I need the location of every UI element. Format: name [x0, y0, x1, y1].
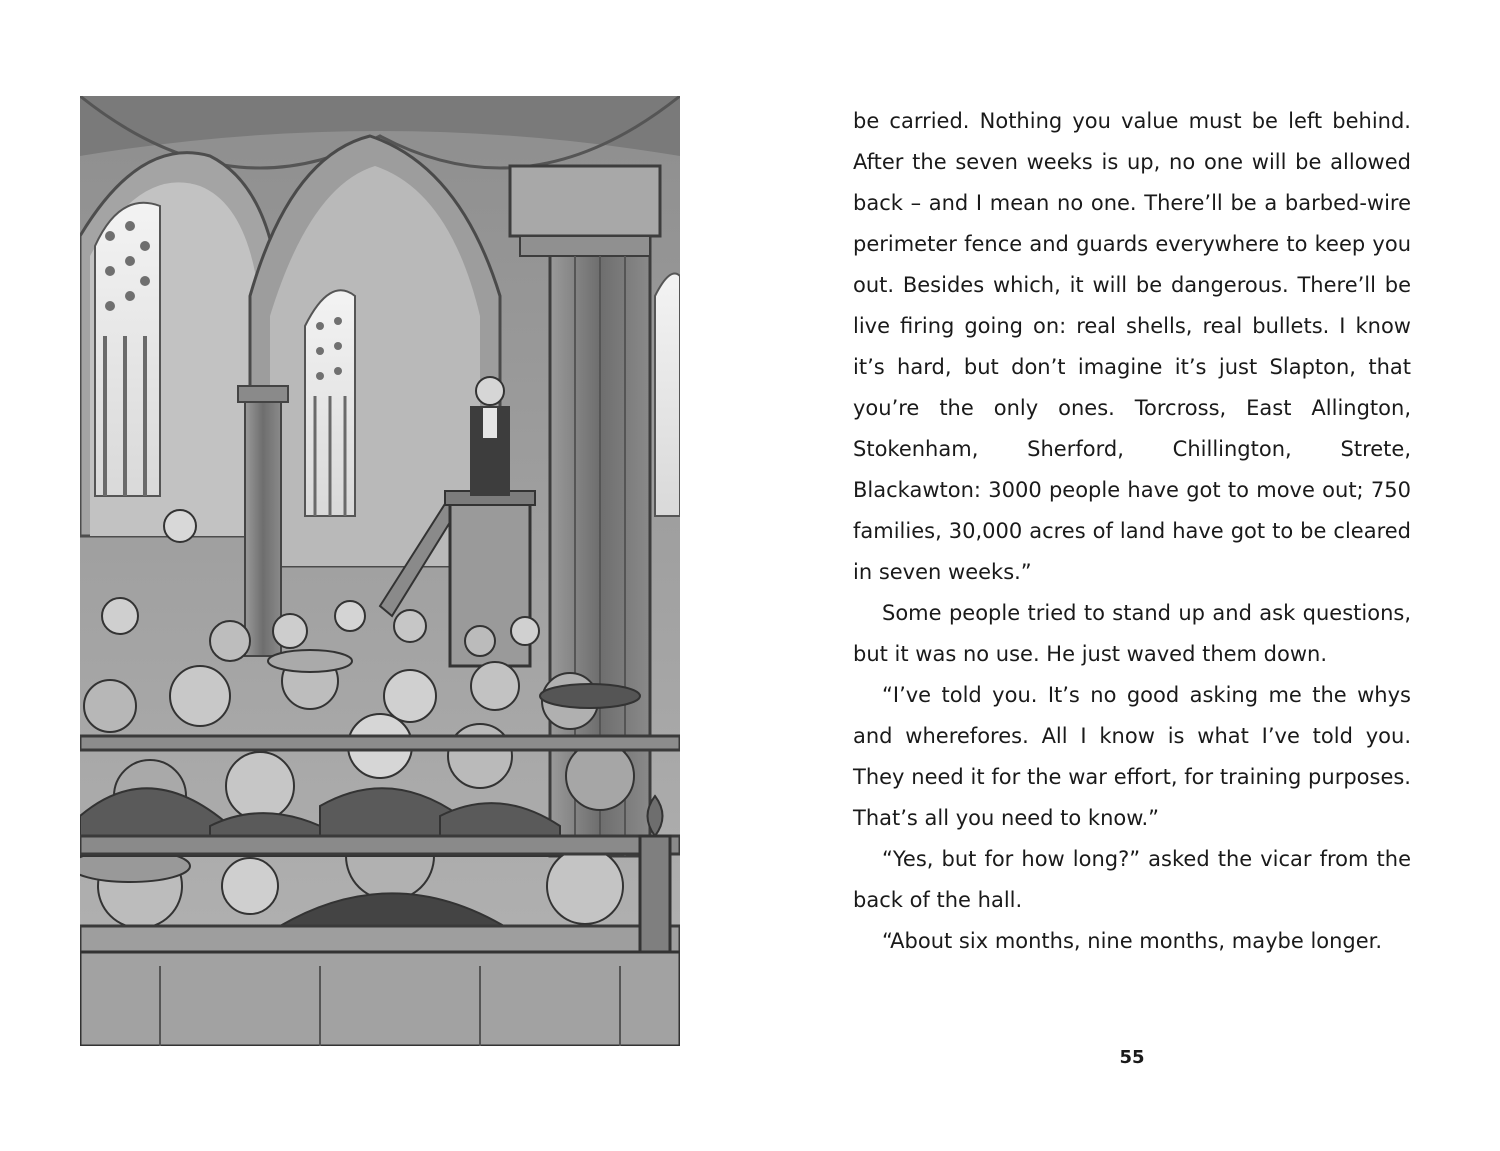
paragraph-4: “Yes, but for how long?” asked the vicar from the back of the hall. [853, 847, 1411, 912]
paragraph-2: Some people tried to stand up and ask questions, but it was no use. He just waved them down. [853, 601, 1411, 666]
church-meeting-illustration [80, 96, 680, 1046]
paragraph-5: “About six months, nine months, maybe longer. [882, 929, 1383, 953]
paragraph-3: “I’ve told you. It’s no good asking me the whys and wherefores. All I know is what I’ve told you. They need it for the war effort, for training purposes. That’s all you need to know.” [853, 683, 1411, 830]
page-text [853, 101, 1411, 962]
paragraph-1: be carried. Nothing you value must be left behind. After the seven weeks is up, no one will be allowed back – and I mean no one. There’ll be a barbed-wire perimeter fence and guards everywhere to keep you out. Besides which, it will be dangerous. There’ll be live firing going on: real shells, real bullets. I know it’s hard, but don’t imagine it’s just Slapton, that you’re the only ones. Torcross, East Allington, Stokenham, Sherford, Chillington, Strete, Blackawton: 3000 people have got to move out; 750 families, 30,000 acres of land have got to be cleared in seven weeks.” [853, 109, 1411, 584]
page-number: 55 [1119, 1047, 1145, 1068]
